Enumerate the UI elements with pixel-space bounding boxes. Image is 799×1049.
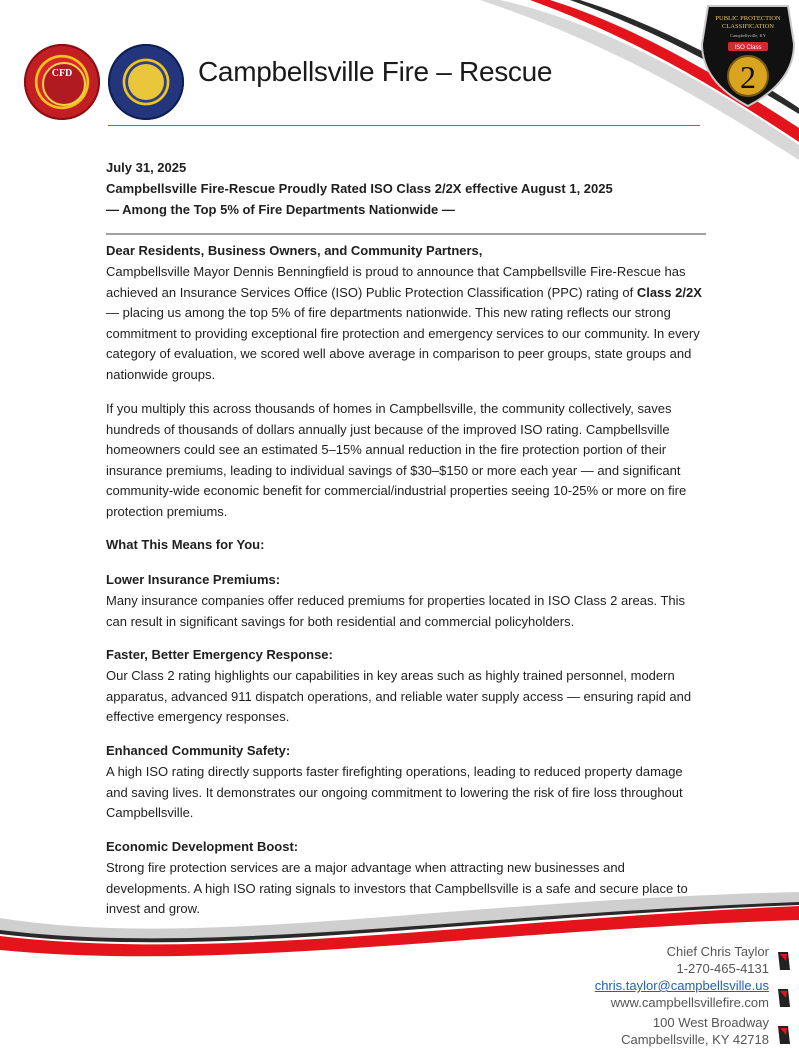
footer-phone: 1-270-465-4131 <box>676 961 769 976</box>
web-icon <box>777 988 791 1008</box>
section-heading: Economic Development Boost: <box>106 839 299 854</box>
svg-text:2: 2 <box>740 59 756 95</box>
salutation: Dear Residents, Business Owners, and Community Partners, <box>106 243 483 258</box>
letter-headline: Campbellsville Fire-Rescue Proudly Rated ISO Class 2/2X effective August 1, 2025 <box>106 181 613 196</box>
section-heading: Faster, Better Emergency Response: <box>106 647 333 662</box>
svg-text:Campbellsville, KY: Campbellsville, KY <box>730 33 766 38</box>
header-divider <box>108 125 700 126</box>
section-divider <box>106 233 706 235</box>
letter-date: July 31, 2025 <box>106 160 187 175</box>
svg-text:PUBLIC PROTECTION: PUBLIC PROTECTION <box>715 15 781 22</box>
cfd-logo: CFD <box>24 44 100 120</box>
svg-text:ISO Class: ISO Class <box>734 45 762 51</box>
footer-website[interactable]: www.campbellsvillefire.com <box>610 995 769 1010</box>
letter-subheadline: — Among the Top 5% of Fire Departments Nationwide — <box>106 202 455 217</box>
svg-text:CLASSIFICATION: CLASSIFICATION <box>721 23 775 30</box>
section-heading: Lower Insurance Premiums: <box>106 572 281 587</box>
section-body: A high ISO rating directly supports faster firefighting operations, leading to reduced property damage and saving lives. It demonstrates our ongoing commitment to lowering the risk of fire loss throughout Campbellsville. <box>106 764 683 821</box>
phone-icon <box>777 951 791 971</box>
paragraph-2: If you multiply this across thousands of homes in Campbellsville, the community collectively, saves hundreds of thousands of dollars annually just because of the improved ISO rating. Campbellsville homeowners could see an estimated 5–15% annual reduction in the fire protection portion of their insurance premiums, leading to individual savings of $30–$150 or more each year — and significant community-wide economic benefit for commercial/industrial properties seeing 10-25% or more on fire protection premiums. <box>106 401 687 519</box>
footer-address-line2: Campbellsville, KY 42718 <box>621 1032 769 1047</box>
section-body: Strong fire protection services are a major advantage when attracting new businesses and developments. A high ISO rating signals to investors that Campbellsville is a safe and secure place to invest and grow. <box>106 860 688 917</box>
iso-class-badge <box>700 4 796 108</box>
section-body: Many insurance companies offer reduced premiums for properties located in ISO Class 2 areas. This can result in significant savings for both residential and commercial policyholders. <box>106 593 686 629</box>
what-this-means-heading: What This Means for You: <box>106 537 265 552</box>
fire-suppression-seal-logo <box>108 44 184 120</box>
email-link[interactable]: chris.taylor@campbellsville.us <box>594 978 769 993</box>
organization-name: Campbellsville Fire – Rescue <box>198 56 553 87</box>
paragraph-1: Campbellsville Mayor Dennis Benningfield is proud to announce that Campbellsville Fire-Rescue has achieved an Insurance Services Office (ISO) Public Protection Classification (PPC) rating of Class 2/2X — placing us among the top 5% of fire departments nationwide. This new rating reflects our strong commitment to providing exceptional fire protection and emergency services to our community. In every category of evaluation, we scored well above average in comparison to peer groups, state groups and nationwide groups. <box>106 264 702 382</box>
section-body: Our Class 2 rating highlights our capabilities in key areas such as highly trained personnel, modern apparatus, advanced 911 dispatch operations, and reliable water supply access — ensuring rapid and effective emergency responses. <box>106 668 692 725</box>
section-heading: Enhanced Community Safety: <box>106 743 291 758</box>
footer-email[interactable] <box>595 977 769 994</box>
footer-chief-name: Chief Chris Taylor <box>666 944 769 959</box>
location-icon <box>777 1025 791 1045</box>
footer-address-line1: 100 West Broadway <box>652 1015 769 1030</box>
